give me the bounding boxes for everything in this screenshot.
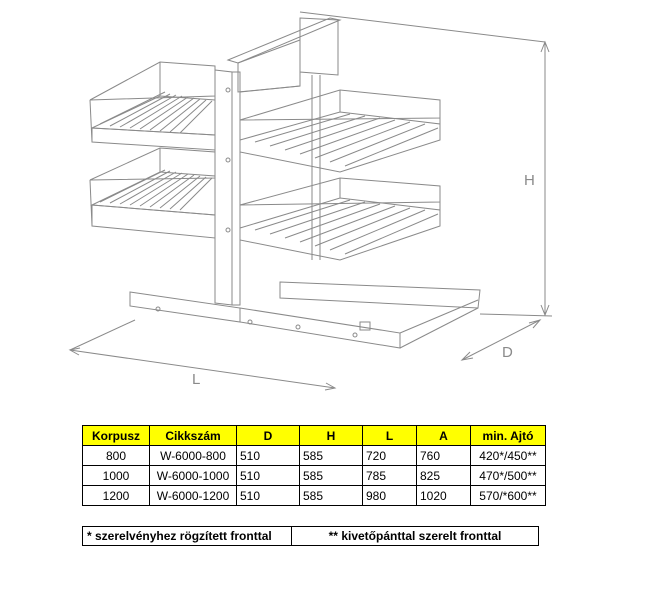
col-header-cikkszam: Cikkszám — [150, 426, 237, 446]
col-header-h: H — [300, 426, 363, 446]
dim-h-top-extension — [300, 12, 545, 42]
dim-h-bottom-extension — [480, 314, 552, 316]
note-hinged-front: ** kivetőpánttal szerelt fronttal — [292, 527, 539, 546]
dim-label-d: D — [502, 344, 513, 361]
col-header-a: A — [417, 426, 471, 446]
cell-l: 980 — [363, 486, 417, 506]
cell-min-ajto: 470*/500** — [471, 466, 546, 486]
cell-d: 510 — [237, 486, 300, 506]
dim-l-left-extension — [70, 320, 135, 350]
spec-table-header — [83, 426, 546, 446]
table-row — [83, 486, 546, 506]
col-header-korpusz: Korpusz — [83, 426, 150, 446]
cell-h: 585 — [300, 446, 363, 466]
cell-cikkszam: W-6000-1200 — [150, 486, 237, 506]
base-frame — [130, 282, 480, 348]
cell-h: 585 — [300, 486, 363, 506]
dim-d-line — [462, 320, 540, 360]
cell-a: 1020 — [417, 486, 471, 506]
vertical-frame — [215, 18, 340, 305]
cell-h: 585 — [300, 466, 363, 486]
notes-table — [82, 526, 539, 546]
note-fixed-front: * szerelvényhez rögzített fronttal — [83, 527, 292, 546]
cell-d: 510 — [237, 446, 300, 466]
dim-label-l: L — [192, 371, 201, 388]
table-row — [83, 466, 546, 486]
dim-d-arrow-1 — [462, 352, 473, 360]
cell-min-ajto: 570/*600** — [471, 486, 546, 506]
dim-label-h: H — [524, 172, 535, 189]
cell-cikkszam: W-6000-1000 — [150, 466, 237, 486]
cell-a: 760 — [417, 446, 471, 466]
cell-l: 785 — [363, 466, 417, 486]
cell-cikkszam: W-6000-800 — [150, 446, 237, 466]
right-lower-basket — [240, 178, 440, 260]
col-header-d: D — [237, 426, 300, 446]
cell-korpusz: 1000 — [83, 466, 150, 486]
col-header-min-ajto: min. Ajtó — [471, 426, 546, 446]
left-upper-basket — [90, 62, 215, 150]
cell-a: 825 — [417, 466, 471, 486]
dim-l-line — [70, 350, 335, 388]
dim-d-arrow-2 — [529, 320, 540, 328]
spec-table — [82, 425, 546, 506]
cell-korpusz: 1200 — [83, 486, 150, 506]
cell-min-ajto: 420*/450** — [471, 446, 546, 466]
cell-d: 510 — [237, 466, 300, 486]
right-upper-basket — [240, 90, 440, 172]
notes-row — [83, 527, 539, 546]
left-lower-basket — [90, 148, 215, 238]
cell-l: 720 — [363, 446, 417, 466]
cell-korpusz: 800 — [83, 446, 150, 466]
table-row — [83, 446, 546, 466]
col-header-l: L — [363, 426, 417, 446]
